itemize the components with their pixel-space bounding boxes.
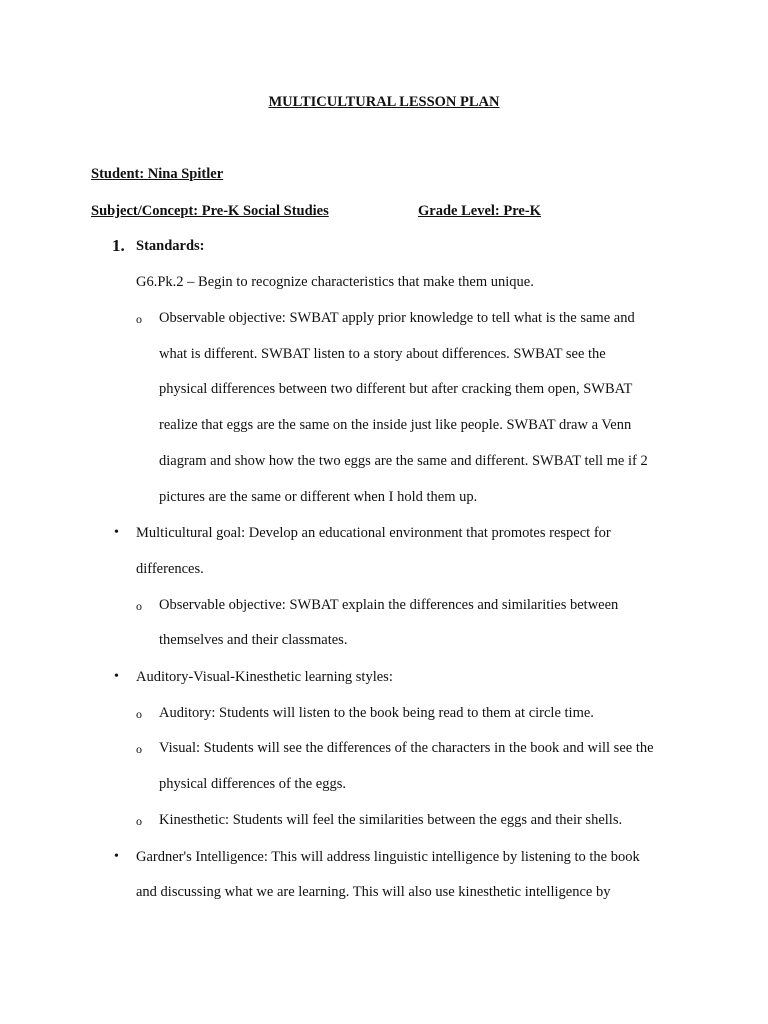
observable-objective-1-line-3: physical differences between two different but after cracking them open, SWBAT [159, 381, 633, 397]
bullet-marker: • [114, 849, 119, 864]
multicultural-goal-line-2: differences. [136, 561, 204, 577]
sub-bullet-marker: o [136, 312, 142, 326]
visual-style-line-2: physical differences of the eggs. [159, 776, 346, 792]
standard-g6pk2: G6.Pk.2 – Begin to recognize characteristics that make them unique. [136, 274, 534, 290]
gardner-intelligence-line-1: Gardner's Intelligence: This will address linguistic intelligence by listening to the book [136, 849, 640, 865]
bullet-marker: • [114, 525, 119, 540]
observable-objective-2-line-1: Observable objective: SWBAT explain the differences and similarities between [159, 597, 619, 613]
kinesthetic-style-line-1: Kinesthetic: Students will feel the similarities between the eggs and their shells. [159, 812, 623, 828]
observable-objective-2-line-2: themselves and their classmates. [159, 632, 348, 648]
document-title: MULTICULTURAL LESSON PLAN [268, 94, 500, 110]
multicultural-goal-line-1: Multicultural goal: Develop an educational environment that promotes respect for [136, 525, 611, 541]
visual-style-line-1: Visual: Students will see the differences of the characters in the book and will see the [159, 740, 654, 756]
grade-level: Grade Level: Pre-K [418, 203, 541, 219]
sub-bullet-marker: o [136, 599, 142, 613]
standards-number: 1. [112, 236, 125, 255]
sub-bullet-marker: o [136, 742, 142, 756]
observable-objective-1-line-1: Observable objective: SWBAT apply prior knowledge to tell what is the same and [159, 310, 635, 326]
observable-objective-1-line-6: pictures are the same or different when I hold them up. [159, 489, 478, 505]
subject-concept: Subject/Concept: Pre-K Social Studies [91, 203, 329, 219]
sub-bullet-marker: o [136, 814, 142, 828]
gardner-intelligence-line-2: and discussing what we are learning. This will also use kinesthetic intelligence by [136, 884, 611, 900]
bullet-marker: • [114, 669, 119, 684]
learning-styles-heading: Auditory-Visual-Kinesthetic learning styles: [136, 669, 393, 685]
observable-objective-1-line-2: what is different. SWBAT listen to a story about differences. SWBAT see the [159, 346, 606, 362]
observable-objective-1-line-4: realize that eggs are the same on the inside just like people. SWBAT draw a Venn [159, 417, 632, 433]
standards-heading: Standards: [136, 238, 205, 254]
sub-bullet-marker: o [136, 707, 142, 721]
student-name: Student: Nina Spitler [91, 166, 224, 182]
observable-objective-1-line-5: diagram and show how the two eggs are the same and different. SWBAT tell me if 2 [159, 453, 648, 469]
auditory-style-line-1: Auditory: Students will listen to the book being read to them at circle time. [159, 705, 594, 721]
